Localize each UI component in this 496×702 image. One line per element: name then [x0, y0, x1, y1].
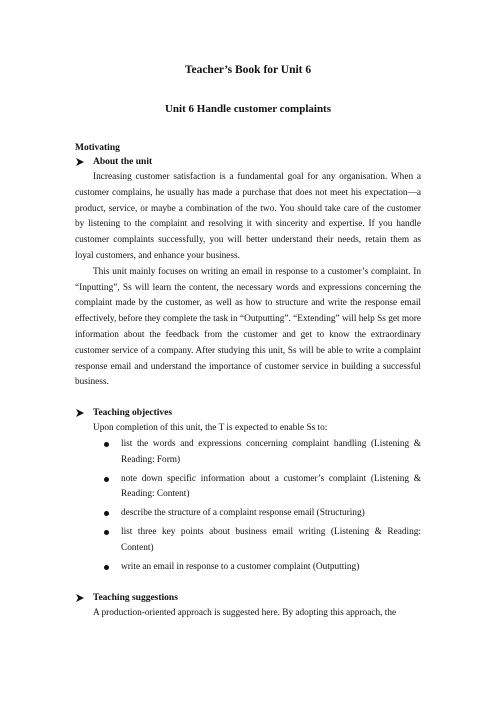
- objectives-intro: Upon completion of this unit, the T is expected to enable Ss to:: [93, 423, 328, 434]
- arrow-bullet-icon: [75, 408, 85, 418]
- dot-bullet-icon: [104, 565, 109, 570]
- arrow-bullet-icon: [75, 593, 85, 603]
- about-paragraph-2: This unit mainly focuses on writing an email in response to a customer’s complaint. In “Inputting”, Ss will learn the content, the necessary words and expressions concerning the complaint made by the customer, as well as how to structure and write the response email effectively, before they complete the task in “Outputting”. “Extending” will help Ss get more information about the feedback from the customer and get to know the extraordinary customer service of a company. After studying this unit, Ss will be able to write a complaint response email and understand the importance of customer service in building a successful business.: [75, 266, 421, 388]
- objective-item-text: list three key points about business email writing (Listening & Reading: Content): [121, 526, 421, 553]
- document-title: Teacher’s Book for Unit 6: [184, 64, 312, 76]
- objective-item-text: write an email in response to a customer complaint (Outputting): [121, 561, 360, 572]
- dot-bullet-icon: [104, 511, 109, 516]
- objective-item-text: note down specific information about a customer’s complaint (Listening & Reading: Content): [121, 473, 421, 500]
- about-unit-heading: [75, 155, 421, 169]
- dot-bullet-icon: [104, 530, 109, 535]
- objective-item: [121, 506, 421, 522]
- about-paragraph-1: Increasing customer satisfaction is a fundamental goal for any organisation. When a customer complains, he usually has made a purchase that does not meet his expectation—a product, service, or maybe a combination of the two. You should take care of the customer by listening to the complaint and resolving it with sincerity and expertise. If you handle customer complaints successfully, you will better understand their needs, retain them as loyal customers, and enhance your business.: [75, 172, 421, 261]
- section-spacer: [75, 391, 421, 406]
- objective-item: [121, 560, 421, 576]
- objective-item: [121, 437, 421, 469]
- section-label-motivating: Motivating: [75, 143, 120, 153]
- dot-bullet-icon: [104, 477, 109, 482]
- teaching-suggestions-heading-text: Teaching suggestions: [93, 593, 178, 604]
- teaching-objectives-heading: [75, 406, 421, 420]
- objective-item-text: describe the structure of a complaint response email (Structuring): [121, 508, 365, 519]
- objectives-list: [75, 437, 421, 575]
- objective-item: [121, 525, 421, 557]
- suggestions-paragraph: A production-oriented approach is suggested here. By adopting this approach, the: [93, 608, 397, 619]
- dot-bullet-icon: [104, 442, 109, 447]
- teaching-suggestions-heading: [75, 591, 421, 605]
- arrow-bullet-icon: [75, 157, 85, 167]
- teaching-objectives-heading-text: Teaching objectives: [93, 408, 173, 419]
- unit-title: Unit 6 Handle customer complaints: [164, 103, 332, 115]
- objective-item-text: list the words and expressions concerning complaint handling (Listening & Reading: Form): [121, 438, 421, 465]
- objective-item: [121, 472, 421, 504]
- document-body: [75, 62, 421, 622]
- about-unit-heading-text: About the unit: [93, 157, 153, 167]
